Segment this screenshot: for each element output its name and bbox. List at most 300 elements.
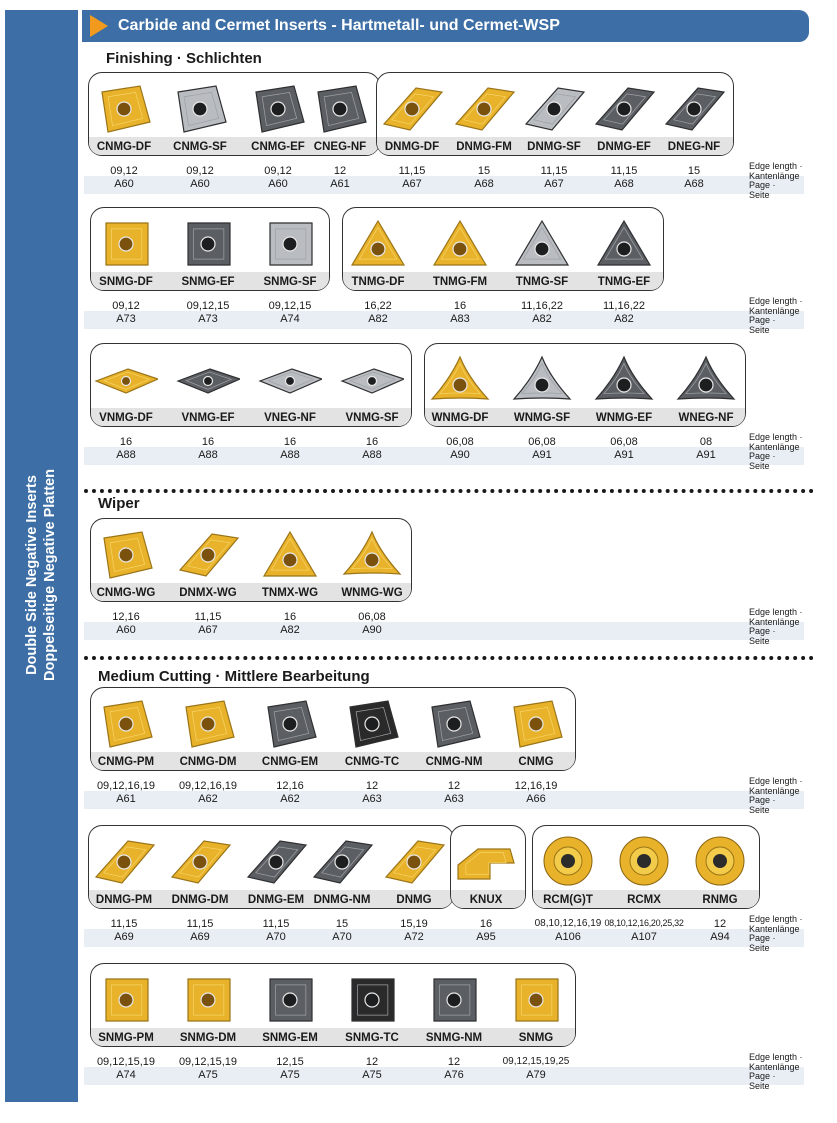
insert-icon [176,526,240,582]
insert-icon [688,833,752,889]
insert-code: TNMG-EF [597,276,651,288]
page-value[interactable]: A63 [444,793,464,805]
sidebar-title [23,225,59,925]
page-value[interactable]: A70 [266,931,286,943]
legend-page1: Page · [749,451,776,461]
insert-item-cnmg-tc[interactable] [332,687,412,771]
insert-code: TNMG-FM [432,276,488,288]
insert-hole [269,855,283,869]
page-value[interactable]: A61 [330,178,350,190]
insert-code: CNMG-SF [173,141,227,153]
edge-length-value: 09,12,16,19 [96,780,156,792]
insert-icon [310,833,374,889]
page-value[interactable]: A69 [114,931,134,943]
insert-icon [176,215,240,271]
edge-length-value: 11,15 [110,918,138,930]
insert-code: DNMX-WG [179,587,237,599]
insert-item-vneg-nf[interactable] [250,343,330,427]
edge-length-value: 16 [283,611,297,623]
insert-item-dneg-nf[interactable] [654,72,734,156]
insert-icon [258,215,322,271]
insert-hole [201,717,215,731]
edge-length-value: 16 [365,436,379,448]
page-value[interactable]: A88 [362,449,382,461]
insert-hole [371,242,385,256]
page-value[interactable]: A66 [526,793,546,805]
page-value[interactable]: A88 [198,449,218,461]
edge-length-value: 15,19 [400,918,428,930]
insert-hole [201,993,215,1007]
edge-length-value: 15 [335,918,349,930]
insert-item-snmg-nm[interactable] [414,963,494,1047]
edge-length-value: 09,12,15,19,25 [502,1056,570,1067]
insert-code: CNMG-EF [251,141,305,153]
insert-icon [340,695,404,751]
insert-hole [561,854,575,868]
page-value[interactable]: A106 [555,931,581,943]
insert-hole [122,377,131,386]
insert-code: DNMG-PM [95,894,153,906]
insert-hole [529,993,543,1007]
legend-page2: Seite [749,460,770,471]
insert-code: RCMX [627,894,661,906]
page-value[interactable]: A60 [190,178,210,190]
insert-code: DNMG-SF [527,141,581,153]
legend-edge1: Edge length · [749,607,803,617]
insert-hole [365,553,379,567]
insert-code: SNMG-PM [98,1032,154,1044]
edge-length-value: 06,08 [528,436,556,448]
insert-item-tnmg-fm[interactable] [420,207,500,291]
page-value[interactable]: A91 [614,449,634,461]
edge-length-value: 16,22 [364,300,392,312]
insert-hole [193,855,207,869]
insert-hole [283,237,297,251]
page-value[interactable]: A67 [402,178,422,190]
insert-hole [283,553,297,567]
insert-icon [592,80,656,136]
insert-icon [258,351,322,407]
insert-item-cnmg-em[interactable] [250,687,330,771]
insert-code: SNMG [518,1032,554,1044]
insert-code: TNMX-WG [261,587,319,599]
insert-icon [168,80,232,136]
insert-item-snmg[interactable] [496,963,576,1047]
page-value[interactable]: A83 [450,313,470,325]
page-value[interactable]: A82 [280,624,300,636]
insert-item-snmg-tc[interactable] [332,963,412,1047]
insert-hole [119,717,133,731]
edge-length-value: 09,12,15,19 [178,1056,238,1068]
page-value[interactable]: A82 [368,313,388,325]
edge-length-value: 16 [201,436,215,448]
page-value[interactable]: A75 [362,1069,382,1081]
page-value[interactable]: A94 [710,931,730,943]
insert-item-vnmg-sf[interactable] [332,343,412,427]
edge-length-value: 16 [283,436,297,448]
dotted-divider [84,656,814,660]
page-value[interactable]: A88 [116,449,136,461]
insert-hole [283,717,297,731]
edge-length-value: 06,08 [446,436,474,448]
page-value[interactable]: A90 [362,624,382,636]
insert-icon [662,80,726,136]
edge-length-value: 12,15 [276,1056,304,1068]
edge-length-value: 12 [365,780,379,792]
edge-length-value: 12 [333,165,347,177]
page-value[interactable]: A61 [116,793,136,805]
edge-length-value: 09,12 [264,165,292,177]
insert-code: TNMG-SF [515,276,569,288]
insert-hole [335,855,349,869]
insert-item-cnmg-sf[interactable] [160,72,240,156]
legend-page2: Seite [749,324,770,335]
insert-item-rcmx[interactable] [604,825,684,909]
insert-icon [428,351,492,407]
insert-item-cnmg-df[interactable] [84,72,164,156]
edge-length-value: 09,12 [186,165,214,177]
insert-code: SNMG-DM [179,1032,237,1044]
insert-code: SNMG-EF [181,276,235,288]
insert-item-vnmg-ef[interactable] [168,343,248,427]
insert-item-snmg-df[interactable] [86,207,166,291]
insert-code: CNMG-NM [425,756,483,768]
edge-length-value: 16 [479,918,493,930]
page-value[interactable]: A75 [280,1069,300,1081]
insert-icon [536,833,600,889]
legend-edge2: Kantenlänge [749,305,800,316]
page-value[interactable]: A91 [532,449,552,461]
insert-hole [368,377,377,386]
insert-item-tnmg-sf[interactable] [502,207,582,291]
legend-page1: Page · [749,1071,776,1081]
edge-length-value: 11,16,22 [520,300,563,312]
insert-icon [94,526,158,582]
insert-hole [713,854,727,868]
insert-icon [92,80,156,136]
page-value[interactable]: A69 [190,931,210,943]
insert-icon [674,351,738,407]
insert-hole [201,548,215,562]
insert-code: CNMG-WG [96,587,156,599]
insert-code: VNMG-DF [99,412,153,424]
legend-edge1: Edge length · [749,161,803,171]
insert-icon [510,351,574,407]
insert-item-cnmg-pm[interactable] [86,687,166,771]
legend-page2: Seite [749,635,770,646]
page-value[interactable]: A88 [280,449,300,461]
insert-hole [117,102,131,116]
insert-hole [286,377,295,386]
insert-hole [271,102,285,116]
insert-item-snmg-sf[interactable] [250,207,330,291]
insert-hole [193,102,207,116]
insert-item-dnmg-fm[interactable] [444,72,524,156]
insert-item-wnmg-sf[interactable] [502,343,582,427]
insert-hole [117,855,131,869]
insert-hole [477,102,491,116]
insert-item-knux[interactable] [446,825,526,909]
page-value[interactable]: A60 [116,624,136,636]
page-value[interactable]: A70 [332,931,352,943]
legend-edge1: Edge length · [749,296,803,306]
page-value[interactable]: A73 [116,313,136,325]
insert-hole [333,102,347,116]
insert-hole [119,993,133,1007]
legend-page2: Seite [749,1080,770,1091]
row-legend [749,1053,803,1091]
insert-code: SNMG-EM [262,1032,318,1044]
section-title-finishing: Finishing · Schlichten [106,50,262,67]
insert-item-wneg-nf[interactable] [666,343,746,427]
insert-item-dnmg-sf[interactable] [514,72,594,156]
insert-hole [204,377,213,386]
page-value[interactable]: A82 [614,313,634,325]
page-value[interactable]: A79 [526,1069,546,1081]
insert-item-tnmx-wg[interactable] [250,518,330,602]
insert-code: DNMG-DM [171,894,229,906]
page-value[interactable]: A91 [696,449,716,461]
insert-icon [340,526,404,582]
insert-code: CNMG [518,756,554,768]
insert-item-cneg-nf[interactable] [300,72,380,156]
insert-item-wnmg-df[interactable] [420,343,500,427]
edge-length-value: 15 [687,165,701,177]
insert-code: DNMG-EF [597,141,651,153]
insert-hole [699,378,713,392]
insert-item-snmg-dm[interactable] [168,963,248,1047]
insert-item-rnmg[interactable] [680,825,760,909]
edge-length-value: 16 [453,300,467,312]
insert-code: SNMG-SF [263,276,317,288]
insert-hole [447,717,461,731]
edge-length-value: 16 [119,436,133,448]
row-legend [749,162,803,200]
insert-icon [258,695,322,751]
insert-item-snmg-em[interactable] [250,963,330,1047]
edge-length-value: 09,12 [110,165,138,177]
legend-edge2: Kantenlänge [749,170,800,181]
edge-length-value: 12 [447,1056,461,1068]
edge-length-value: 06,08 [358,611,386,623]
edge-length-value: 11,15 [398,165,426,177]
insert-code: SNMG-DF [99,276,153,288]
legend-edge1: Edge length · [749,432,803,442]
insert-code: WNMG-DF [431,412,489,424]
insert-icon [94,695,158,751]
edge-length-value: 15 [477,165,491,177]
insert-hole [365,993,379,1007]
legend-edge1: Edge length · [749,1052,803,1062]
insert-hole [407,855,421,869]
legend-edge1: Edge length · [749,776,803,786]
edge-length-value: 11,15 [610,165,638,177]
insert-item-wnmg-wg[interactable] [332,518,412,602]
row-legend [749,915,803,953]
insert-icon [92,833,156,889]
insert-icon [522,80,586,136]
insert-code: CNMG-DM [179,756,237,768]
insert-hole [529,717,543,731]
page-value[interactable]: A63 [362,793,382,805]
page-value[interactable]: A82 [532,313,552,325]
insert-hole [453,378,467,392]
insert-icon [504,695,568,751]
insert-item-dnmg-nm[interactable] [302,825,382,909]
section-title-medium-cutting: Medium Cutting · Mittlere Bearbeitung [98,668,370,685]
page-value[interactable]: A68 [474,178,494,190]
insert-icon [510,215,574,271]
edge-length-value: 11,15 [540,165,568,177]
page-title: Carbide and Cermet Inserts - Hartmetall- und Cermet-WSP [118,17,560,34]
insert-hole [201,237,215,251]
insert-icon [340,971,404,1027]
row-legend [749,433,803,471]
insert-code: DNMG-DF [384,141,440,153]
insert-icon [94,215,158,271]
legend-page1: Page · [749,933,776,943]
insert-icon [340,351,404,407]
legend-page2: Seite [749,804,770,815]
page-value[interactable]: A76 [444,1069,464,1081]
insert-item-cnmg[interactable] [496,687,576,771]
page-value[interactable]: A68 [614,178,634,190]
legend-page2: Seite [749,942,770,953]
insert-hole [453,242,467,256]
insert-icon [428,215,492,271]
page-value[interactable]: A67 [544,178,564,190]
insert-hole [405,102,419,116]
insert-item-dnmg-pm[interactable] [84,825,164,909]
insert-code: TNMG-DF [351,276,405,288]
insert-icon [454,833,518,889]
insert-code: CNMG-PM [97,756,155,768]
edge-length-value: 09,12,15,19 [96,1056,156,1068]
insert-code: VNEG-NF [264,412,316,424]
edge-length-value: 12,16,19 [514,780,558,792]
insert-icon [612,833,676,889]
insert-item-dnmg-ef[interactable] [584,72,664,156]
page-value[interactable]: A73 [198,313,218,325]
insert-item-snmg-pm[interactable] [86,963,166,1047]
arrow-icon [82,10,108,42]
edge-length-value: 09,12,15 [186,300,230,312]
row-legend [749,297,803,335]
insert-icon [176,971,240,1027]
insert-item-dnmg-df[interactable] [372,72,452,156]
insert-icon [592,351,656,407]
insert-item-cnmg-wg[interactable] [86,518,166,602]
insert-item-vnmg-df[interactable] [86,343,166,427]
insert-icon [244,833,308,889]
edge-length-value: 11,15 [194,611,222,623]
page-value[interactable]: A62 [198,793,218,805]
insert-item-snmg-ef[interactable] [168,207,248,291]
insert-hole [283,993,297,1007]
insert-item-cnmg-dm[interactable] [168,687,248,771]
insert-code: RCM(G)T [543,894,593,906]
dotted-divider [84,489,814,493]
insert-code: DNMG [396,894,432,906]
page-value[interactable]: A107 [631,931,657,943]
edge-length-value: 09,12 [112,300,140,312]
insert-item-rcm-g-t[interactable] [528,825,608,909]
legend-page1: Page · [749,626,776,636]
insert-icon [504,971,568,1027]
edge-length-value: 06,08 [610,436,638,448]
page-value[interactable]: A74 [116,1069,136,1081]
page-value[interactable]: A74 [280,313,300,325]
insert-item-dnmx-wg[interactable] [168,518,248,602]
page-value[interactable]: A62 [280,793,300,805]
insert-hole [687,102,701,116]
insert-item-tnmg-ef[interactable] [584,207,664,291]
insert-hole [617,378,631,392]
insert-icon [94,971,158,1027]
page-value[interactable]: A95 [476,931,496,943]
insert-icon [94,351,158,407]
edge-length-value: 12 [447,780,461,792]
page-value[interactable]: A60 [114,178,134,190]
insert-item-dnmg-dm[interactable] [160,825,240,909]
insert-code: DNMG-EM [247,894,305,906]
edge-length-value: 09,12,16,19 [178,780,238,792]
edge-length-value: 12,16 [276,780,304,792]
insert-code: DNMG-FM [456,141,512,153]
page-value[interactable]: A60 [268,178,288,190]
legend-edge2: Kantenlänge [749,785,800,796]
legend-edge1: Edge length · [749,914,803,924]
insert-hole [547,102,561,116]
insert-code: VNMG-SF [345,412,399,424]
insert-item-tnmg-df[interactable] [338,207,418,291]
page-value[interactable]: A67 [198,624,218,636]
page-value[interactable]: A68 [684,178,704,190]
edge-length-value: 11,15 [186,918,214,930]
insert-item-cnmg-nm[interactable] [414,687,494,771]
insert-hole [119,237,133,251]
sidebar-line-english: Double Side Negative Inserts [24,475,40,675]
page-value[interactable]: A90 [450,449,470,461]
insert-item-dnmg[interactable] [374,825,454,909]
insert-icon [258,526,322,582]
insert-hole [617,242,631,256]
legend-edge2: Kantenlänge [749,923,800,934]
insert-code: WNMG-WG [341,587,403,599]
insert-item-wnmg-ef[interactable] [584,343,664,427]
edge-length-value: 11,15 [262,918,290,930]
insert-code: CNEG-NF [313,141,367,153]
insert-icon [422,971,486,1027]
insert-hole [447,993,461,1007]
insert-code: CNMG-TC [344,756,400,768]
section-title-wiper: Wiper [98,495,140,512]
header-banner [82,10,809,42]
insert-code: CNMG-EM [261,756,319,768]
insert-code: SNMG-NM [425,1032,483,1044]
page-value[interactable]: A75 [198,1069,218,1081]
page-value[interactable]: A72 [404,931,424,943]
edge-length-value: 08,10,12,16,19 [534,918,602,929]
insert-icon [380,80,444,136]
insert-icon [592,215,656,271]
insert-hole [617,102,631,116]
edge-length-value: 12,16 [112,611,140,623]
edge-length-value: 08,10,12,16,20,25,32 [604,918,684,928]
edge-length-value: 12 [713,918,727,930]
insert-icon [422,695,486,751]
insert-icon [258,971,322,1027]
